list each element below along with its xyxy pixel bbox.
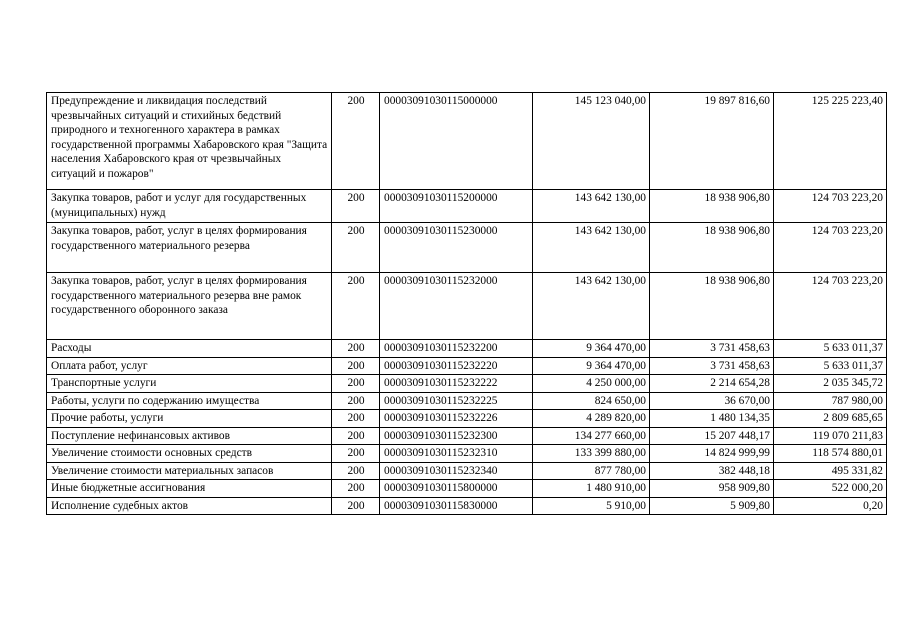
row-approved-cell: 877 780,00 xyxy=(533,462,650,480)
table-row xyxy=(47,357,887,375)
row-approved-cell: 134 277 660,00 xyxy=(533,427,650,445)
table-body xyxy=(47,93,887,515)
row-executed-cell: 18 938 906,80 xyxy=(650,273,774,340)
table-row xyxy=(47,223,887,273)
row-code-cell: 200 xyxy=(332,480,380,498)
row-kbk-cell: 00003091030115830000 xyxy=(380,497,533,515)
table-row xyxy=(47,375,887,393)
budget-execution-table xyxy=(46,92,887,515)
table-row xyxy=(47,190,887,223)
row-approved-cell: 5 910,00 xyxy=(533,497,650,515)
row-code-cell: 200 xyxy=(332,223,380,273)
table-row xyxy=(47,392,887,410)
row-name-cell: Закупка товаров, работ, услуг в целях формирования государственного материального резерва xyxy=(47,223,332,273)
row-code-cell: 200 xyxy=(332,427,380,445)
row-kbk-cell: 00003091030115232300 xyxy=(380,427,533,445)
row-name-cell: Исполнение судебных актов xyxy=(47,497,332,515)
row-unexecuted-cell: 125 225 223,40 xyxy=(774,93,887,190)
table-row xyxy=(47,410,887,428)
row-unexecuted-cell: 2 809 685,65 xyxy=(774,410,887,428)
row-kbk-cell: 00003091030115232226 xyxy=(380,410,533,428)
row-unexecuted-cell: 787 980,00 xyxy=(774,392,887,410)
row-executed-cell: 1 480 134,35 xyxy=(650,410,774,428)
row-approved-cell: 145 123 040,00 xyxy=(533,93,650,190)
row-unexecuted-cell: 124 703 223,20 xyxy=(774,273,887,340)
row-kbk-cell: 00003091030115232000 xyxy=(380,273,533,340)
table-row xyxy=(47,93,887,190)
table-row xyxy=(47,497,887,515)
row-code-cell: 200 xyxy=(332,357,380,375)
row-name-cell: Предупреждение и ликвидация последствий чрезвычайных ситуаций и стихийных бедствий природного и техногенного характера в рамках государственной программы Хабаровского края "Защита населения Хабаровского края от чрезвычайных ситуаций и пожаров" xyxy=(47,93,332,190)
row-code-cell: 200 xyxy=(332,410,380,428)
row-name-cell: Прочие работы, услуги xyxy=(47,410,332,428)
row-kbk-cell: 00003091030115232220 xyxy=(380,357,533,375)
row-executed-cell: 18 938 906,80 xyxy=(650,223,774,273)
row-code-cell: 200 xyxy=(332,375,380,393)
row-approved-cell: 143 642 130,00 xyxy=(533,273,650,340)
table-row xyxy=(47,273,887,340)
row-approved-cell: 9 364 470,00 xyxy=(533,357,650,375)
row-executed-cell: 382 448,18 xyxy=(650,462,774,480)
row-name-cell: Закупка товаров, работ, услуг в целях формирования государственного материального резерва вне рамок государственного оборонного заказа xyxy=(47,273,332,340)
row-code-cell: 200 xyxy=(332,190,380,223)
table-row xyxy=(47,462,887,480)
row-executed-cell: 5 909,80 xyxy=(650,497,774,515)
row-executed-cell: 18 938 906,80 xyxy=(650,190,774,223)
table-row xyxy=(47,427,887,445)
row-unexecuted-cell: 118 574 880,01 xyxy=(774,445,887,463)
row-name-cell: Расходы xyxy=(47,340,332,358)
row-kbk-cell: 00003091030115232222 xyxy=(380,375,533,393)
row-unexecuted-cell: 495 331,82 xyxy=(774,462,887,480)
row-unexecuted-cell: 5 633 011,37 xyxy=(774,340,887,358)
row-approved-cell: 133 399 880,00 xyxy=(533,445,650,463)
row-approved-cell: 143 642 130,00 xyxy=(533,190,650,223)
row-name-cell: Поступление нефинансовых активов xyxy=(47,427,332,445)
row-unexecuted-cell: 522 000,20 xyxy=(774,480,887,498)
row-approved-cell: 1 480 910,00 xyxy=(533,480,650,498)
row-unexecuted-cell: 119 070 211,83 xyxy=(774,427,887,445)
row-code-cell: 200 xyxy=(332,497,380,515)
row-kbk-cell: 00003091030115800000 xyxy=(380,480,533,498)
row-kbk-cell: 00003091030115232200 xyxy=(380,340,533,358)
row-executed-cell: 19 897 816,60 xyxy=(650,93,774,190)
row-unexecuted-cell: 124 703 223,20 xyxy=(774,190,887,223)
row-name-cell: Закупка товаров, работ и услуг для государственных (муниципальных) нужд xyxy=(47,190,332,223)
table-row xyxy=(47,340,887,358)
row-kbk-cell: 00003091030115232310 xyxy=(380,445,533,463)
row-approved-cell: 143 642 130,00 xyxy=(533,223,650,273)
row-unexecuted-cell: 0,20 xyxy=(774,497,887,515)
row-code-cell: 200 xyxy=(332,392,380,410)
row-approved-cell: 4 250 000,00 xyxy=(533,375,650,393)
row-code-cell: 200 xyxy=(332,462,380,480)
row-approved-cell: 9 364 470,00 xyxy=(533,340,650,358)
row-executed-cell: 958 909,80 xyxy=(650,480,774,498)
row-code-cell: 200 xyxy=(332,93,380,190)
row-kbk-cell: 00003091030115232225 xyxy=(380,392,533,410)
row-kbk-cell: 00003091030115230000 xyxy=(380,223,533,273)
row-executed-cell: 2 214 654,28 xyxy=(650,375,774,393)
row-executed-cell: 14 824 999,99 xyxy=(650,445,774,463)
row-name-cell: Оплата работ, услуг xyxy=(47,357,332,375)
row-name-cell: Увеличение стоимости основных средств xyxy=(47,445,332,463)
row-code-cell: 200 xyxy=(332,273,380,340)
row-kbk-cell: 00003091030115232340 xyxy=(380,462,533,480)
row-unexecuted-cell: 124 703 223,20 xyxy=(774,223,887,273)
row-approved-cell: 824 650,00 xyxy=(533,392,650,410)
row-approved-cell: 4 289 820,00 xyxy=(533,410,650,428)
row-executed-cell: 3 731 458,63 xyxy=(650,357,774,375)
row-code-cell: 200 xyxy=(332,340,380,358)
row-executed-cell: 15 207 448,17 xyxy=(650,427,774,445)
row-kbk-cell: 00003091030115200000 xyxy=(380,190,533,223)
row-executed-cell: 3 731 458,63 xyxy=(650,340,774,358)
table-row xyxy=(47,445,887,463)
row-name-cell: Работы, услуги по содержанию имущества xyxy=(47,392,332,410)
row-unexecuted-cell: 2 035 345,72 xyxy=(774,375,887,393)
row-name-cell: Транспортные услуги xyxy=(47,375,332,393)
row-unexecuted-cell: 5 633 011,37 xyxy=(774,357,887,375)
row-name-cell: Иные бюджетные ассигнования xyxy=(47,480,332,498)
row-name-cell: Увеличение стоимости материальных запасов xyxy=(47,462,332,480)
row-code-cell: 200 xyxy=(332,445,380,463)
row-kbk-cell: 00003091030115000000 xyxy=(380,93,533,190)
row-executed-cell: 36 670,00 xyxy=(650,392,774,410)
table-row xyxy=(47,480,887,498)
